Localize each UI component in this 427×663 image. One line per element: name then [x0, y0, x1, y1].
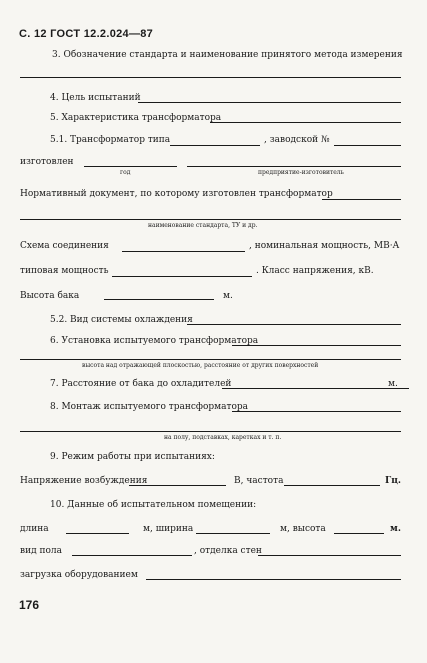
section-10-label: 10. Данные об испытательном помещении: [50, 500, 257, 510]
connection-scheme-label: Схема соединения [20, 241, 109, 251]
field-line-normdoc-1 [322, 199, 401, 200]
width-label: м, ширина [143, 524, 194, 534]
section-7-label: 7. Расстояние от бака до охладителей [50, 379, 232, 389]
section-4-label: 4. Цель испытаний [50, 93, 141, 103]
field-line-method [20, 77, 401, 78]
page-number: 176 [19, 598, 40, 612]
caption-install: высота над отражающей плоскостью, расстояние от других поверхностей [82, 362, 319, 369]
field-line-width [196, 533, 270, 534]
field-line-load [146, 579, 401, 580]
tank-height-label: Высота бака [20, 291, 80, 301]
section-5-2-label: 5.2. Вид системы охлаждения [50, 315, 193, 325]
normative-document-label: Нормативный документ, по которому изготовлен трансформатор [20, 189, 333, 199]
typical-power-label: типовая мощность [20, 266, 109, 276]
field-line-install-2 [20, 359, 401, 360]
manufactured-label: изготовлен [20, 157, 74, 167]
length-label: длина [20, 524, 49, 534]
equipment-load-label: загрузка оборудованием [20, 570, 138, 580]
field-line-distance [222, 388, 409, 389]
excitation-voltage-label: Напряжение возбуждения [20, 476, 148, 486]
field-line-length [66, 533, 129, 534]
caption-year: год [120, 169, 131, 176]
room-height-label: м, высота [280, 524, 326, 534]
section-9-label: 9. Режим работы при испытаниях: [50, 452, 215, 462]
unit-m-3: м. [390, 524, 401, 534]
field-line-mount-2 [20, 431, 401, 432]
caption-manufacturer: предприятие-изготовитель [258, 169, 344, 176]
field-line-install-1 [232, 345, 401, 346]
field-line-voltage [129, 485, 226, 486]
unit-m-2: м. [388, 379, 398, 389]
field-line-room-height [334, 533, 384, 534]
page-header: С. 12 ГОСТ 12.2.024—87 [19, 28, 154, 40]
field-line-frequency [284, 485, 380, 486]
field-line-serial [334, 145, 401, 146]
caption-mount: на полу, подставках, каретках и т. п. [164, 434, 282, 441]
section-5-1-label: 5.1. Трансформатор типа [50, 135, 171, 145]
field-line-tank-height [104, 299, 214, 300]
wall-finish-label: , отделка стен [194, 546, 262, 556]
field-line-year [84, 166, 177, 167]
unit-m: м. [223, 291, 233, 301]
field-line-purpose [138, 102, 401, 103]
field-line-manufacturer [187, 166, 401, 167]
voltage-class-label: . Класс напряжения, кВ. [256, 266, 374, 276]
section-8-label: 8. Монтаж испытуемого трансформатора [50, 402, 249, 412]
field-line-characteristics [210, 122, 401, 123]
field-line-mount-1 [232, 411, 401, 412]
field-line-normdoc-2 [20, 219, 401, 220]
unit-hz: Гц. [385, 476, 401, 486]
field-line-type [170, 145, 260, 146]
frequency-label: В, частота [234, 476, 284, 486]
section-3-label: 3. Обозначение стандарта и наименование принятого метода измерения [52, 50, 403, 60]
floor-type-label: вид пола [20, 546, 62, 556]
section-6-label: 6. Установка испытуемого трансформатора [50, 336, 259, 346]
rated-power-label: , номинальная мощность, МВ·А [249, 241, 400, 251]
section-5-label: 5. Характеристика трансформатора [50, 113, 222, 123]
field-line-scheme [122, 251, 245, 252]
field-line-floor [72, 555, 192, 556]
field-line-walls [258, 555, 401, 556]
serial-number-label: , заводской № [264, 135, 330, 145]
caption-standard: наименование стандарта, ТУ и др. [148, 222, 258, 229]
field-line-cooling [187, 324, 401, 325]
field-line-typical-power [112, 276, 252, 277]
